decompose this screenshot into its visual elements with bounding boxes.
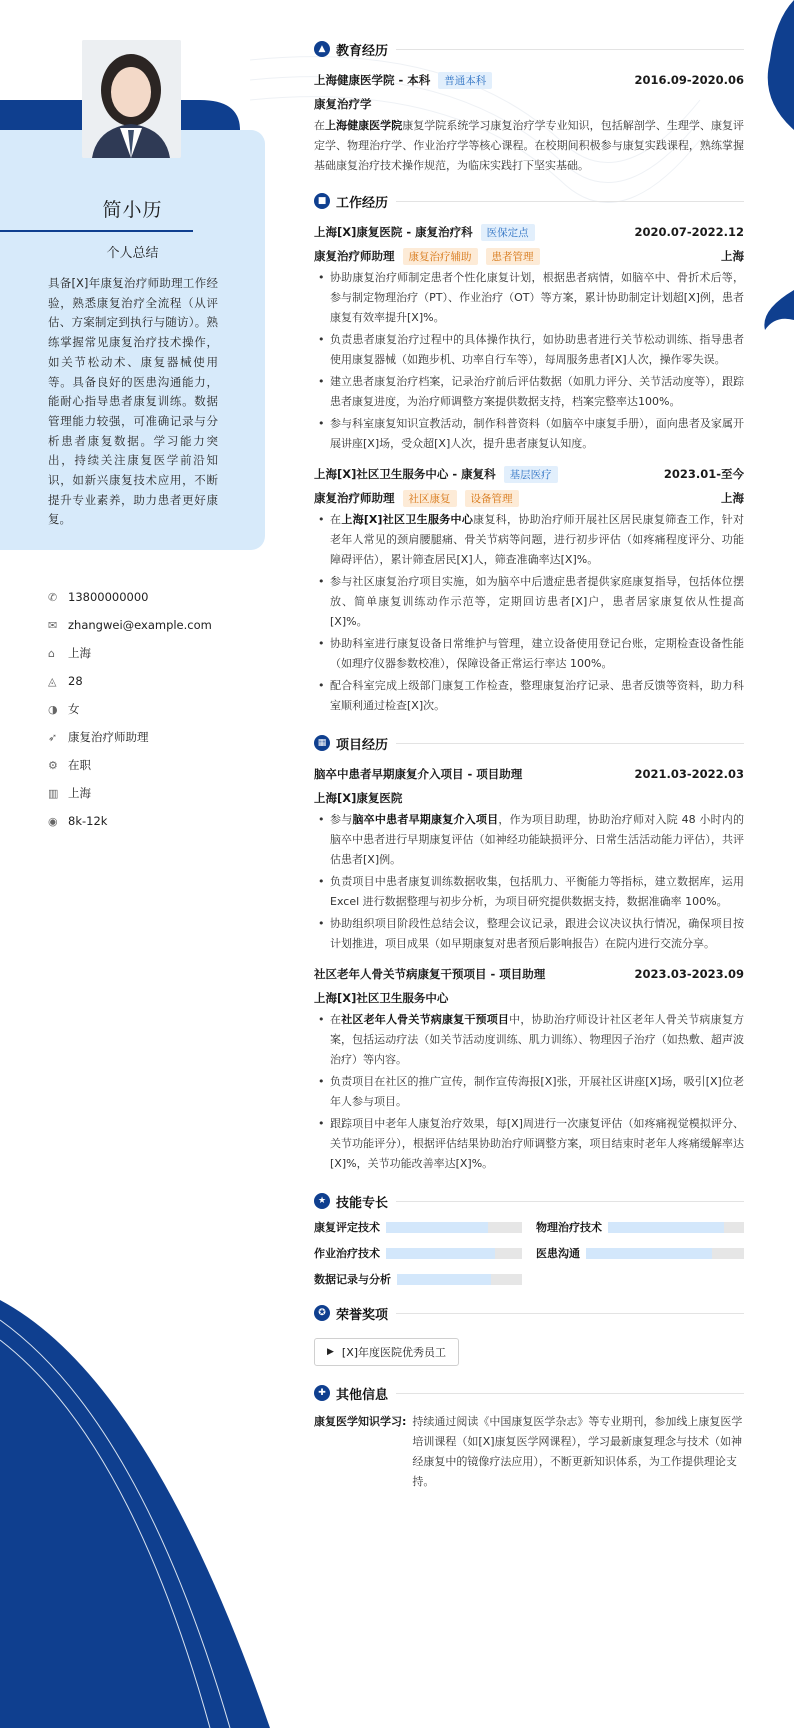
job-role-tag: 设备管理 bbox=[465, 490, 519, 507]
other-title: 其他信息 bbox=[336, 1387, 389, 1403]
job-role: 康复治疗师助理 bbox=[314, 491, 395, 505]
contact-list bbox=[48, 583, 258, 835]
job-org: 上海[X]社区卫生服务中心 - 康复科 bbox=[314, 467, 496, 481]
job-city: 上海 bbox=[721, 249, 744, 263]
contact-salary-value: 8k-12k bbox=[68, 814, 108, 828]
projects-title: 项目经历 bbox=[336, 737, 389, 753]
job-city: 上海 bbox=[721, 491, 744, 505]
other-value: 持续通过阅读《中国康复医学杂志》等专业期刊，参加线上康复医学培训课程（如[X]康复医学网课程），学习最新康复理念与技术（如神经康复中的镜像疗法应用），不断更新知识体系，为工作提供理论支持。 bbox=[412, 1415, 743, 1488]
gender-icon: ◑ bbox=[48, 702, 58, 716]
section-divider bbox=[396, 201, 744, 202]
job-role-tag: 患者管理 bbox=[486, 248, 540, 265]
contact-status-value: 在职 bbox=[68, 758, 91, 772]
job-role-row bbox=[314, 486, 744, 510]
summary-text: 具备[X]年康复治疗师助理工作经验，熟悉康复治疗全流程（从评估、方案制定到执行与随访）。熟练掌握常见康复治疗技术操作，如关节松动术、康复器械使用等。具备良好的医患沟通能力，能耐心指导患者康复训练。数据管理能力较强，可准确记录与分析患者康复数据。学习能力突出，持续关注康复医学前沿知识，如新兴康复技术应用，不断提升专业素养，助力患者更好康复。 bbox=[48, 276, 218, 527]
briefcase-icon: ■ bbox=[314, 193, 330, 209]
graduation-cap-icon: ▲ bbox=[314, 41, 330, 57]
bullet-bold: 社区老年人骨关节病康复干预项目 bbox=[341, 1013, 510, 1026]
job-2 bbox=[314, 462, 744, 716]
contact-position bbox=[48, 723, 258, 751]
skill-item bbox=[536, 1220, 744, 1234]
project-org: 上海[X]康复医院 bbox=[314, 791, 403, 805]
contact-gender-value: 女 bbox=[68, 702, 80, 716]
skill-bar bbox=[608, 1222, 744, 1233]
contact-email bbox=[48, 611, 258, 639]
award-item[interactable] bbox=[314, 1338, 459, 1366]
bullet-item bbox=[314, 1010, 744, 1070]
project-1 bbox=[314, 762, 744, 954]
bullet-item bbox=[314, 510, 744, 570]
skill-item bbox=[314, 1246, 522, 1260]
education-tag: 普通本科 bbox=[438, 72, 492, 89]
bullet-item: • 负责患者康复治疗过程中的具体操作执行，如协助患者进行关节松动训练、指导患者使用康复器械（如跑步机、功率自行车等），每周服务患者[X]人次，操作零失误。 bbox=[314, 330, 744, 370]
other-key: 康复医学知识学习: bbox=[314, 1415, 407, 1428]
section-divider bbox=[396, 1201, 744, 1202]
mail-icon: ✉ bbox=[48, 618, 58, 632]
education-description bbox=[314, 116, 744, 176]
education-desc-rest: 康复学院系统学习康复治疗学专业知识，包括解剖学、生理学、康复评定学、物理治疗学、作业治疗学等核心课程。在校期间积极参与康复实践课程，熟练掌握基础康复治疗技术操作规范，为临床实践打下坚实基础。 bbox=[314, 119, 745, 172]
bullet-rest: 中，协助治疗师设计社区老年人骨关节病康复方案，包括运动疗法（如关节活动度训练、肌力训练）、物理因子治疗（如热敷、超声波治疗）等内容。 bbox=[330, 1013, 745, 1066]
skill-name: 数据记录与分析 bbox=[314, 1273, 391, 1286]
contact-city bbox=[48, 639, 258, 667]
bullet-rest: ，作为项目助理，协助治疗师对入院 48 小时内的脑卒中患者进行早期康复评估（如神经功能缺损评分、日常生活活动能力评估），共评估患者[X]例。 bbox=[330, 813, 744, 866]
education-desc-bold: 上海健康医学院 bbox=[325, 119, 403, 132]
bullet-item: • 协助组织项目阶段性总结会议，整理会议记录，跟进会议决议执行情况，确保项目按计划推进，项目成果（如早期康复对患者预后影响报告）在院内进行交流分享。 bbox=[314, 914, 744, 954]
skill-item bbox=[536, 1246, 744, 1260]
section-divider bbox=[396, 743, 744, 744]
education-school: 上海健康医学院 - 本科 bbox=[314, 73, 431, 87]
skill-bar bbox=[586, 1248, 744, 1259]
bullet-bold: 脑卒中患者早期康复介入项目 bbox=[352, 813, 499, 826]
project-name-row bbox=[314, 762, 744, 786]
job-role-tag: 康复治疗辅助 bbox=[403, 248, 478, 265]
bullet-item: • 参与科室康复知识宣教活动，制作科普资料（如脑卒中康复手册），面向患者及家属开展讲座[X]场，受众超[X]人次，提升患者康复认知度。 bbox=[314, 414, 744, 454]
awards-header bbox=[314, 1300, 744, 1326]
contact-work-city bbox=[48, 779, 258, 807]
bullet-item: • 负责项目中患者康复训练数据收集，包括肌力、平衡能力等指标，建立数据库，运用 Excel 进行数据整理与初步分析，为项目研究提供数据支持，数据准确率 100%。 bbox=[314, 872, 744, 912]
thumbs-up-icon: ★ bbox=[314, 1193, 330, 1209]
send-icon: ➶ bbox=[48, 730, 58, 744]
education-header bbox=[314, 36, 744, 62]
job-role: 康复治疗师助理 bbox=[314, 249, 395, 263]
sidebar bbox=[0, 0, 270, 1728]
other-info bbox=[314, 1412, 744, 1492]
bullet-bold: 上海[X]社区卫生服务中心 bbox=[341, 513, 474, 526]
contact-age bbox=[48, 667, 258, 695]
contact-age-value: 28 bbox=[68, 674, 83, 688]
project-name: 脑卒中患者早期康复介入项目 - 项目助理 bbox=[314, 767, 523, 781]
project-bullets bbox=[314, 1010, 744, 1174]
project-name-row bbox=[314, 962, 744, 986]
summary-title: 个人总结 bbox=[106, 246, 159, 261]
skill-bar bbox=[386, 1222, 522, 1233]
awards-title: 荣誉奖项 bbox=[336, 1307, 389, 1323]
job-org-tag: 基层医疗 bbox=[504, 466, 558, 483]
bullet-rest: 康复科，协助治疗师开展社区居民康复筛查工作，针对老年人常见的颈肩腰腿痛、骨关节病等问题，进行初步评估（如疼痛程度评分、功能障碍评估），累计筛查居民[X]人，筛查准确率达[X]%。 bbox=[330, 513, 745, 566]
projects-header bbox=[314, 730, 744, 756]
bullet-item: • 协助科室进行康复设备日常维护与管理，建立设备使用登记台账，定期检查设备性能（如理疗仪器参数校准），保障设备正常运行率达 100%。 bbox=[314, 634, 744, 674]
section-divider bbox=[396, 1313, 744, 1314]
section-divider bbox=[396, 49, 744, 50]
section-divider bbox=[396, 1393, 744, 1394]
bullet-item: • 建立患者康复治疗档案，记录治疗前后评估数据（如肌力评分、关节活动度等），跟踪患者康复进度，为治疗师调整方案提供数据支持，档案完整率达100%。 bbox=[314, 372, 744, 412]
play-triangle-icon: ▶ bbox=[327, 1347, 334, 1357]
project-bullets bbox=[314, 810, 744, 954]
main-content bbox=[314, 36, 744, 1492]
job-role-row bbox=[314, 244, 744, 268]
job-org: 上海[X]康复医院 - 康复治疗科 bbox=[314, 225, 473, 239]
bullet-item: • 配合科室完成上级部门康复工作检查，整理康复治疗记录、患者反馈等资料，助力科室顺利通过检查[X]次。 bbox=[314, 676, 744, 716]
job-org-row bbox=[314, 462, 744, 486]
info-icon: ✚ bbox=[314, 1385, 330, 1401]
contact-city-value: 上海 bbox=[68, 646, 91, 660]
resume-name: 简小历 bbox=[102, 199, 163, 221]
skill-item bbox=[314, 1220, 522, 1234]
skill-bar bbox=[386, 1248, 522, 1259]
phone-icon: ✆ bbox=[48, 590, 58, 604]
contact-status bbox=[48, 751, 258, 779]
skill-fill bbox=[386, 1248, 495, 1259]
bullet-item bbox=[314, 810, 744, 870]
skill-fill bbox=[397, 1274, 491, 1285]
skill-bar bbox=[397, 1274, 522, 1285]
bullet-prefix: 在 bbox=[330, 1013, 342, 1026]
work-header bbox=[314, 188, 744, 214]
contact-email-value: zhangwei@example.com bbox=[68, 618, 212, 632]
job-bullets bbox=[314, 510, 744, 716]
skills-grid bbox=[314, 1220, 744, 1286]
job-date: 2023.01-至今 bbox=[663, 467, 744, 481]
grid-icon: ▦ bbox=[314, 735, 330, 751]
profile-photo bbox=[82, 40, 181, 158]
contact-gender bbox=[48, 695, 258, 723]
medal-icon: ✪ bbox=[314, 1305, 330, 1321]
job-role-tag: 社区康复 bbox=[403, 490, 457, 507]
home-icon: ⌂ bbox=[48, 646, 55, 660]
skill-name: 物理治疗技术 bbox=[536, 1221, 602, 1234]
name-divider bbox=[0, 230, 193, 232]
contact-work-city-value: 上海 bbox=[68, 786, 91, 800]
job-org-row bbox=[314, 220, 744, 244]
gear-icon: ⚙ bbox=[48, 758, 58, 772]
job-date: 2020.07-2022.12 bbox=[634, 225, 744, 239]
other-header bbox=[314, 1380, 744, 1406]
education-row bbox=[314, 68, 744, 92]
skill-name: 康复评定技术 bbox=[314, 1221, 380, 1234]
education-major-row bbox=[314, 92, 744, 116]
education-desc-prefix: 在 bbox=[314, 119, 326, 132]
project-name: 社区老年人骨关节病康复干预项目 - 项目助理 bbox=[314, 967, 546, 981]
project-org-row bbox=[314, 786, 744, 810]
bullet-item: • 参与社区康复治疗项目实施，如为脑卒中后遗症患者提供家庭康复指导，包括体位摆放、简单康复训练动作示范等，定期回访患者[X]户，患者居家康复依从性提高[X]%。 bbox=[314, 572, 744, 632]
skills-title: 技能专长 bbox=[336, 1195, 389, 1211]
contact-phone bbox=[48, 583, 258, 611]
award-label: [X]年度医院优秀员工 bbox=[341, 1346, 447, 1359]
education-title: 教育经历 bbox=[336, 43, 389, 59]
bullet-prefix: 在 bbox=[330, 513, 342, 526]
project-2 bbox=[314, 962, 744, 1174]
skill-name: 作业治疗技术 bbox=[314, 1247, 380, 1260]
contact-phone-value: 13800000000 bbox=[68, 590, 149, 604]
skill-fill bbox=[586, 1248, 712, 1259]
job-bullets bbox=[314, 268, 744, 454]
bullet-item: • 负责项目在社区的推广宣传，制作宣传海报[X]张，开展社区讲座[X]场，吸引[X]位老年人参与项目。 bbox=[314, 1072, 744, 1112]
building-icon: ▥ bbox=[48, 786, 59, 800]
job-1 bbox=[314, 220, 744, 454]
skill-item bbox=[314, 1272, 522, 1286]
work-title: 工作经历 bbox=[336, 195, 389, 211]
skill-fill bbox=[608, 1222, 724, 1233]
skill-name: 医患沟通 bbox=[536, 1247, 580, 1260]
skill-fill bbox=[386, 1222, 488, 1233]
project-org-row bbox=[314, 986, 744, 1010]
contact-salary bbox=[48, 807, 258, 835]
skills-header bbox=[314, 1188, 744, 1214]
bullet-item: • 跟踪项目中老年人康复治疗效果，每[X]周进行一次康复评估（如疼痛视觉模拟评分、关节功能评分），根据评估结果协助治疗师调整方案，项目结束时老年人疼痛缓解率达[X]%，关节功能改善率达[X]%。 bbox=[314, 1114, 744, 1174]
bullet-item: • 协助康复治疗师制定患者个性化康复计划，根据患者病情，如脑卒中、骨折术后等，参与制定物理治疗（PT）、作业治疗（OT）等方案，累计协助制定计划超[X]例，患者康复有效率提升[X]%。 bbox=[314, 268, 744, 328]
project-date: 2021.03-2022.03 bbox=[634, 767, 744, 781]
cake-icon: ◬ bbox=[48, 674, 57, 688]
contact-position-value: 康复治疗师助理 bbox=[68, 730, 149, 744]
project-org: 上海[X]社区卫生服务中心 bbox=[314, 991, 449, 1005]
bullet-prefix: 参与 bbox=[330, 813, 353, 826]
education-date: 2016.09-2020.06 bbox=[634, 73, 744, 87]
project-date: 2023.03-2023.09 bbox=[634, 967, 744, 981]
money-icon: ◉ bbox=[48, 814, 58, 828]
education-major: 康复治疗学 bbox=[314, 97, 372, 111]
job-org-tag: 医保定点 bbox=[481, 224, 535, 241]
